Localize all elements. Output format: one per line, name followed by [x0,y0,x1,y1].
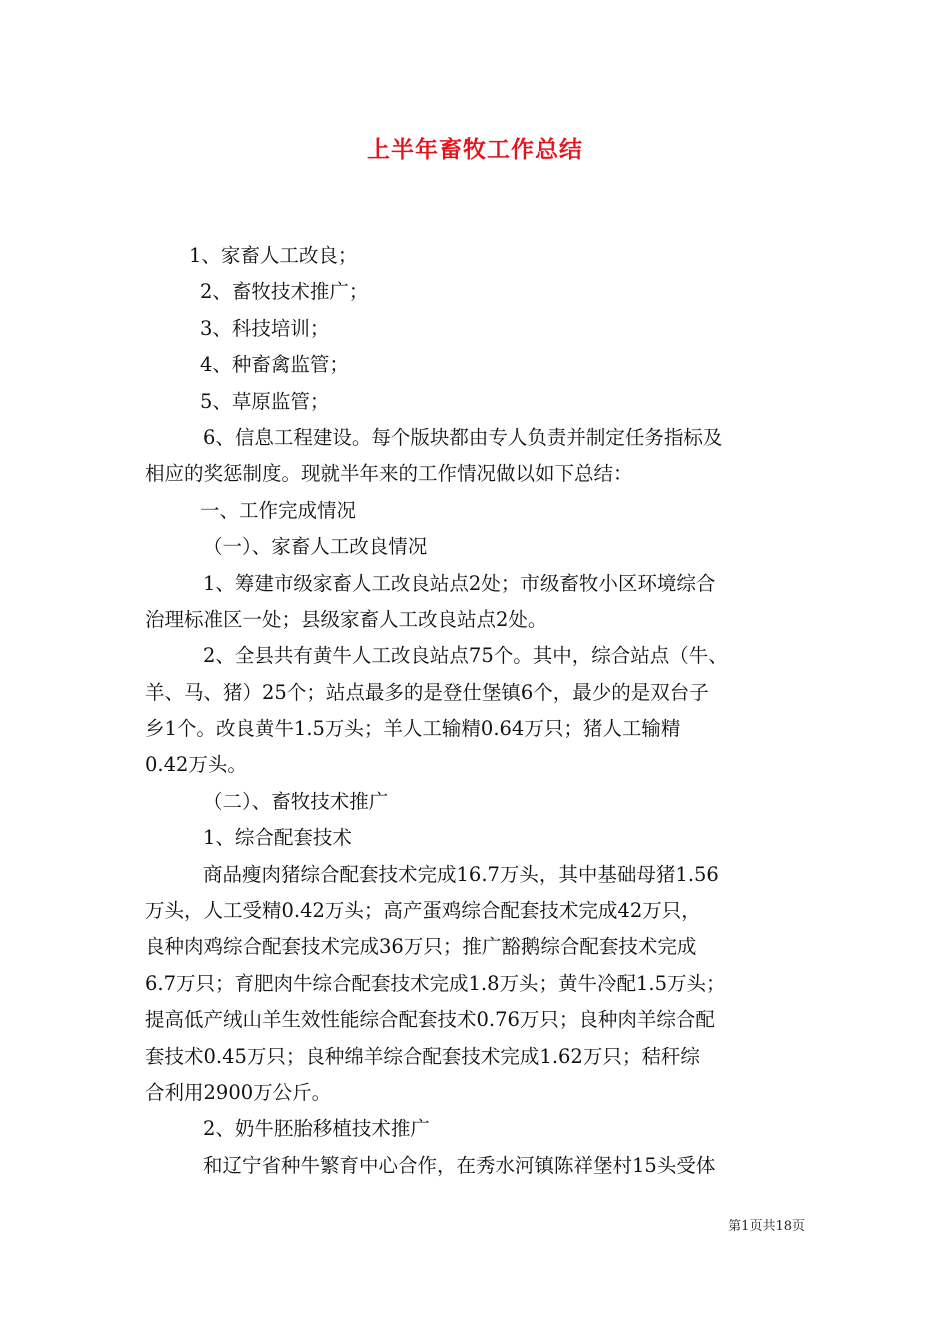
paragraph-line: 乡1个。改良黄牛1.5万头；羊人工输精0.64万只；猪人工输精 [145,717,681,741]
paragraph-line: 1、筹建市级家畜人工改良站点2处；市级畜牧小区环境综合 [203,571,716,595]
subsection-heading: （二）、畜牧技术推广 [203,789,389,813]
paragraph-line: 6.7万只；育肥肉牛综合配套技术完成1.8万头；黄牛冷配1.5万头； [145,971,726,995]
paragraph-line: 商品瘦肉猪综合配套技术完成16.7万头，其中基础母猪1.56 [203,862,719,886]
page-number-footer: 第1页共18页 [728,1219,805,1234]
document-body [145,238,810,1184]
paragraph-line: 羊、马、猪）25个；站点最多的是登仕堡镇6个，最少的是双台子 [145,680,709,704]
subsection-heading: （一）、家畜人工改良情况 [203,535,428,559]
document-title: 上半年畜牧工作总结 [367,136,583,163]
paragraph-line: 万头，人工受精0.42万头；高产蛋鸡综合配套技术完成42万只， [145,899,701,923]
paragraph-line: 6、信息工程建设。每个版块都由专人负责并制定任务指标及 [203,425,723,449]
paragraph-line: 2、畜牧技术推广； [200,280,369,304]
paragraph-line: 0.42万头。 [145,753,247,777]
paragraph-line: 良种肉鸡综合配套技术完成36万只；推广豁鹅综合配套技术完成 [145,935,697,959]
paragraph-line: 1、家畜人工改良； [189,244,358,267]
item-heading: 1、综合配套技术 [203,826,352,850]
paragraph-line: 合利用2900万公斤。 [145,1080,332,1104]
paragraph-line: 提高低产绒山羊生效性能综合配套技术0.76万只；良种肉羊综合配 [145,1008,715,1032]
paragraph-line: 5、草原监管； [200,389,330,413]
paragraph-line: 和辽宁省种牛繁育中心合作，在秀水河镇陈祥堡村15头受体 [203,1153,716,1177]
paragraph-line: 相应的奖惩制度。现就半年来的工作情况做以如下总结： [145,462,633,486]
item-heading: 2、奶牛胚胎移植技术推广 [203,1117,430,1141]
paragraph-line: 治理标准区一处；县级家畜人工改良站点2处。 [145,607,548,631]
paragraph-line: 3、科技培训； [200,316,330,340]
paragraph-line: 2、全县共有黄牛人工改良站点75个。其中，综合站点（牛、 [203,644,728,668]
paragraph-line: 套技术0.45万只；良种绵羊综合配套技术完成1.62万只；秸秆综 [145,1044,700,1068]
section-heading: 一、工作完成情况 [200,498,357,522]
paragraph-line: 4、种畜禽监管； [200,353,349,377]
